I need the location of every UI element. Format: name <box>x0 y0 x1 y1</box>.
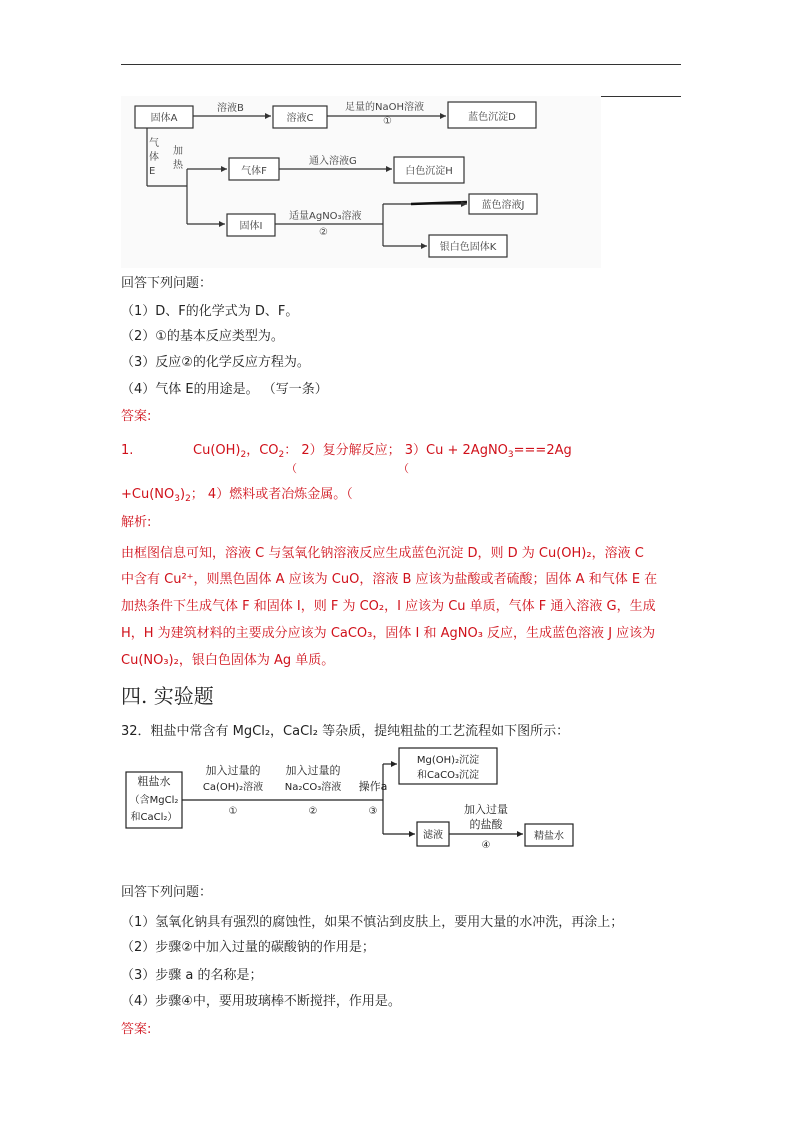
q1-item-3: （3）反应②的化学反应方程为。 <box>121 355 310 370</box>
analysis-line-2: 中含有 Cu²⁺，则黑色固体 A 应该为 CuO，溶液 B 应该为盐酸或者硫酸；固体 A 和气体 E 在 <box>121 572 658 587</box>
q1-item-1: （1）D、F的化学式为 D、F。 <box>121 304 299 319</box>
label-step2: ② <box>308 806 318 817</box>
analysis-line-5: Cu(NO₃)₂，银白色固体为 Ag 单质。 <box>121 653 335 668</box>
label-op-a: 操作a <box>358 780 388 793</box>
answer-paren-1: （ <box>286 462 297 475</box>
q32-stem: 32．粗盐中常含有 MgCl₂，CaCl₂ 等杂质，提纯粗盐的工艺流程如下图所示： <box>121 724 570 739</box>
label-agno3: 适量AgNO₃溶液 <box>289 211 362 222</box>
q32-answer-label: 答案: <box>121 1022 152 1037</box>
q1-item-4: （4）气体 E的用途是。 （写一条） <box>121 382 328 397</box>
q32-item-3: （3）步骤 a 的名称是； <box>121 968 263 983</box>
label-naoh: 足量的NaOH溶液 <box>345 102 424 113</box>
q1-answer-line1: $Cu(OH)_2$，$CO_2$： 2）复分解反应； 3）Cu + 2AgNO$_3$===2Ag <box>193 443 572 460</box>
label-step1: ① <box>383 116 392 127</box>
q1-answer-num: 1. <box>121 443 134 458</box>
label-blue-solution-j: 蓝色溶液J <box>481 200 525 211</box>
label-step1: ① <box>228 806 238 817</box>
label-step4: ④ <box>481 840 491 851</box>
flowchart-1 <box>121 96 601 268</box>
q1-answer-line2: $+Cu(NO_3)_2$； 4）燃料或者冶炼金属。（ <box>121 487 353 504</box>
label-white-precip-h: 白色沉淀H <box>405 166 453 177</box>
label-solid-a: 固体A <box>150 113 178 124</box>
label-precip-1: Mg(OH)₂沉淀 <box>416 755 480 766</box>
label-refined: 精盐水 <box>534 831 564 842</box>
label-acid-bottom: 的盐酸 <box>469 818 503 831</box>
q32-item-1: （1）氢氧化钠具有强烈的腐蚀性，如果不慎沾到皮肤上，要用大量的水冲洗，再涂上； <box>121 915 624 930</box>
analysis-line-4: H，H 为建筑材料的主要成分应该为 CaCO₃，固体 I 和 AgNO₃ 反应，生成蓝色溶液 J 应该为 <box>121 626 656 641</box>
label-silver-solid-k: 银白色固体K <box>439 242 497 253</box>
label-gas-f: 气体F <box>241 166 267 177</box>
q1-prompt: 回答下列问题： <box>121 276 213 291</box>
label-heat-1: 加 <box>173 146 183 157</box>
header-rule <box>121 64 681 65</box>
label-add2-top: 加入过量的 <box>285 764 341 777</box>
label-solution-b: 溶液B <box>217 103 244 114</box>
label-add1-top: 加入过量的 <box>205 764 261 777</box>
q1-analysis-label: 解析: <box>121 515 152 530</box>
label-crude-3: 和CaCl₂） <box>130 812 178 823</box>
label-heat-2: 热 <box>173 160 183 171</box>
label-gas-e-3: E <box>149 166 156 177</box>
label-blue-precip-d: 蓝色沉淀D <box>468 112 516 123</box>
label-add1-bottom: Ca(OH)₂溶液 <box>202 782 264 793</box>
label-step2: ② <box>319 227 328 238</box>
label-add2-bottom: Na₂CO₃溶液 <box>284 782 342 793</box>
answer-paren-2: （ <box>398 462 409 475</box>
q1-item-2: （2）①的基本反应类型为。 <box>121 329 284 344</box>
analysis-line-1: 由框图信息可知，溶液 C 与氢氧化钠溶液反应生成蓝色沉淀 D，则 D 为 Cu(OH)₂，溶液 C <box>121 546 644 561</box>
label-filtrate: 滤液 <box>423 830 443 841</box>
flowchart-2 <box>121 744 581 856</box>
label-pass-g: 通入溶液G <box>309 156 357 167</box>
analysis-line-3: 加热条件下生成气体 F 和固体 I，则 F 为 CO₂，I 应该为 Cu 单质，气体 F 通入溶液 G，生成 <box>121 599 656 614</box>
label-gas-e-1: 气 <box>149 138 159 149</box>
label-solid-i: 固体I <box>239 221 263 232</box>
section-title: 四. 实验题 <box>121 684 214 708</box>
label-precip-2: 和CaCO₃沉淀 <box>417 770 479 781</box>
q1-answer-label: 答案: <box>121 409 152 424</box>
q32-item-2: （2）步骤②中加入过量的碳酸钠的作用是； <box>121 940 375 955</box>
label-gas-e-2: 体 <box>149 152 159 163</box>
label-step3: ③ <box>368 806 378 817</box>
q32-prompt: 回答下列问题： <box>121 885 213 900</box>
label-crude-1: 粗盐水 <box>137 775 171 788</box>
label-acid-top: 加入过量 <box>464 803 508 816</box>
label-crude-2: （含MgCl₂ <box>129 795 179 806</box>
label-solution-c: 溶液C <box>286 113 314 124</box>
q32-item-4: （4）步骤④中，要用玻璃棒不断搅拌，作用是。 <box>121 994 401 1009</box>
